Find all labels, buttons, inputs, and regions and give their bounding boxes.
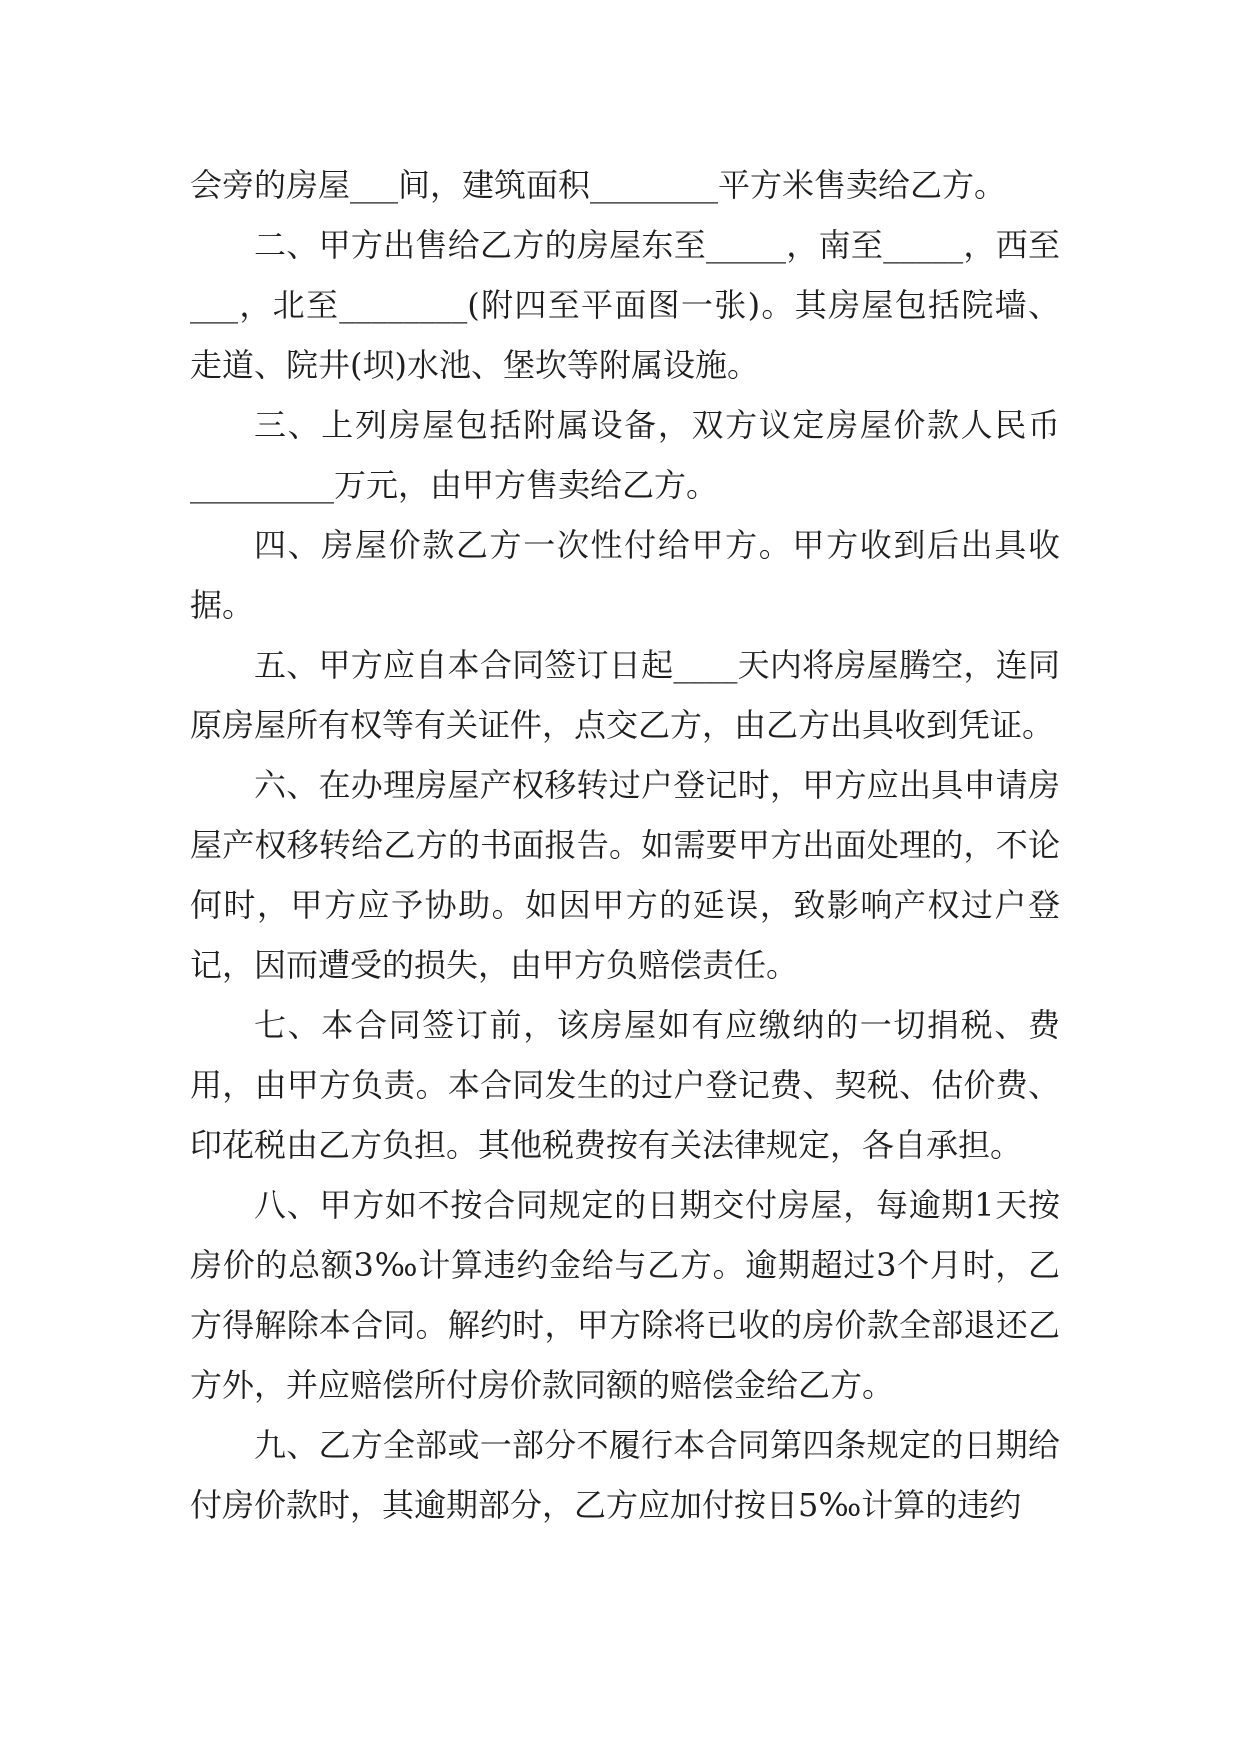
paragraph-clause-2: 二、甲方出售给乙方的房屋东至_____，南至_____，西至___，北至________(附四至平面图一张)。其房屋包括院墙、走道、院井(坝)水池、堡坎等附属设施。 (190, 226, 1060, 384)
paragraph-clause-3: 三、上列房屋包括附属设备，双方议定房屋价款人民币_________万元，由甲方售卖给乙方。 (190, 406, 1060, 504)
paragraph-clause-5: 五、甲方应自本合同签订日起____天内将房屋腾空，连同原房屋所有权等有关证件，点交乙方，由乙方出具收到凭证。 (190, 646, 1060, 744)
contract-body (190, 155, 1060, 1535)
paragraph-continuation: 会旁的房屋___间，建筑面积________平方米售卖给乙方。 (190, 166, 1007, 204)
paragraph-clause-9: 九、乙方全部或一部分不履行本合同第四条规定的日期给付房价款时，其逾期部分，乙方应加付按日5‰计算的违约 (190, 1426, 1060, 1524)
paragraph-clause-4: 四、房屋价款乙方一次性付给甲方。甲方收到后出具收据。 (190, 526, 1060, 624)
paragraph-clause-7: 七、本合同签订前，该房屋如有应缴纳的一切捐税、费用，由甲方负责。本合同发生的过户登记费、契税、估价费、印花税由乙方负担。其他税费按有关法律规定，各自承担。 (190, 1006, 1060, 1164)
paragraph-clause-8: 八、甲方如不按合同规定的日期交付房屋，每逾期1天按房价的总额3‰计算违约金给与乙方。逾期超过3个月时，乙方得解除本合同。解约时，甲方除将已收的房价款全部退还乙方外，并应赔偿所付房价款同额的赔偿金给乙方。 (190, 1186, 1060, 1404)
paragraph-clause-6: 六、在办理房屋产权移转过户登记时，甲方应出具申请房屋产权移转给乙方的书面报告。如需要甲方出面处理的，不论何时，甲方应予协助。如因甲方的延误，致影响产权过户登记，因而遭受的损失，由甲方负赔偿责任。 (190, 766, 1060, 984)
